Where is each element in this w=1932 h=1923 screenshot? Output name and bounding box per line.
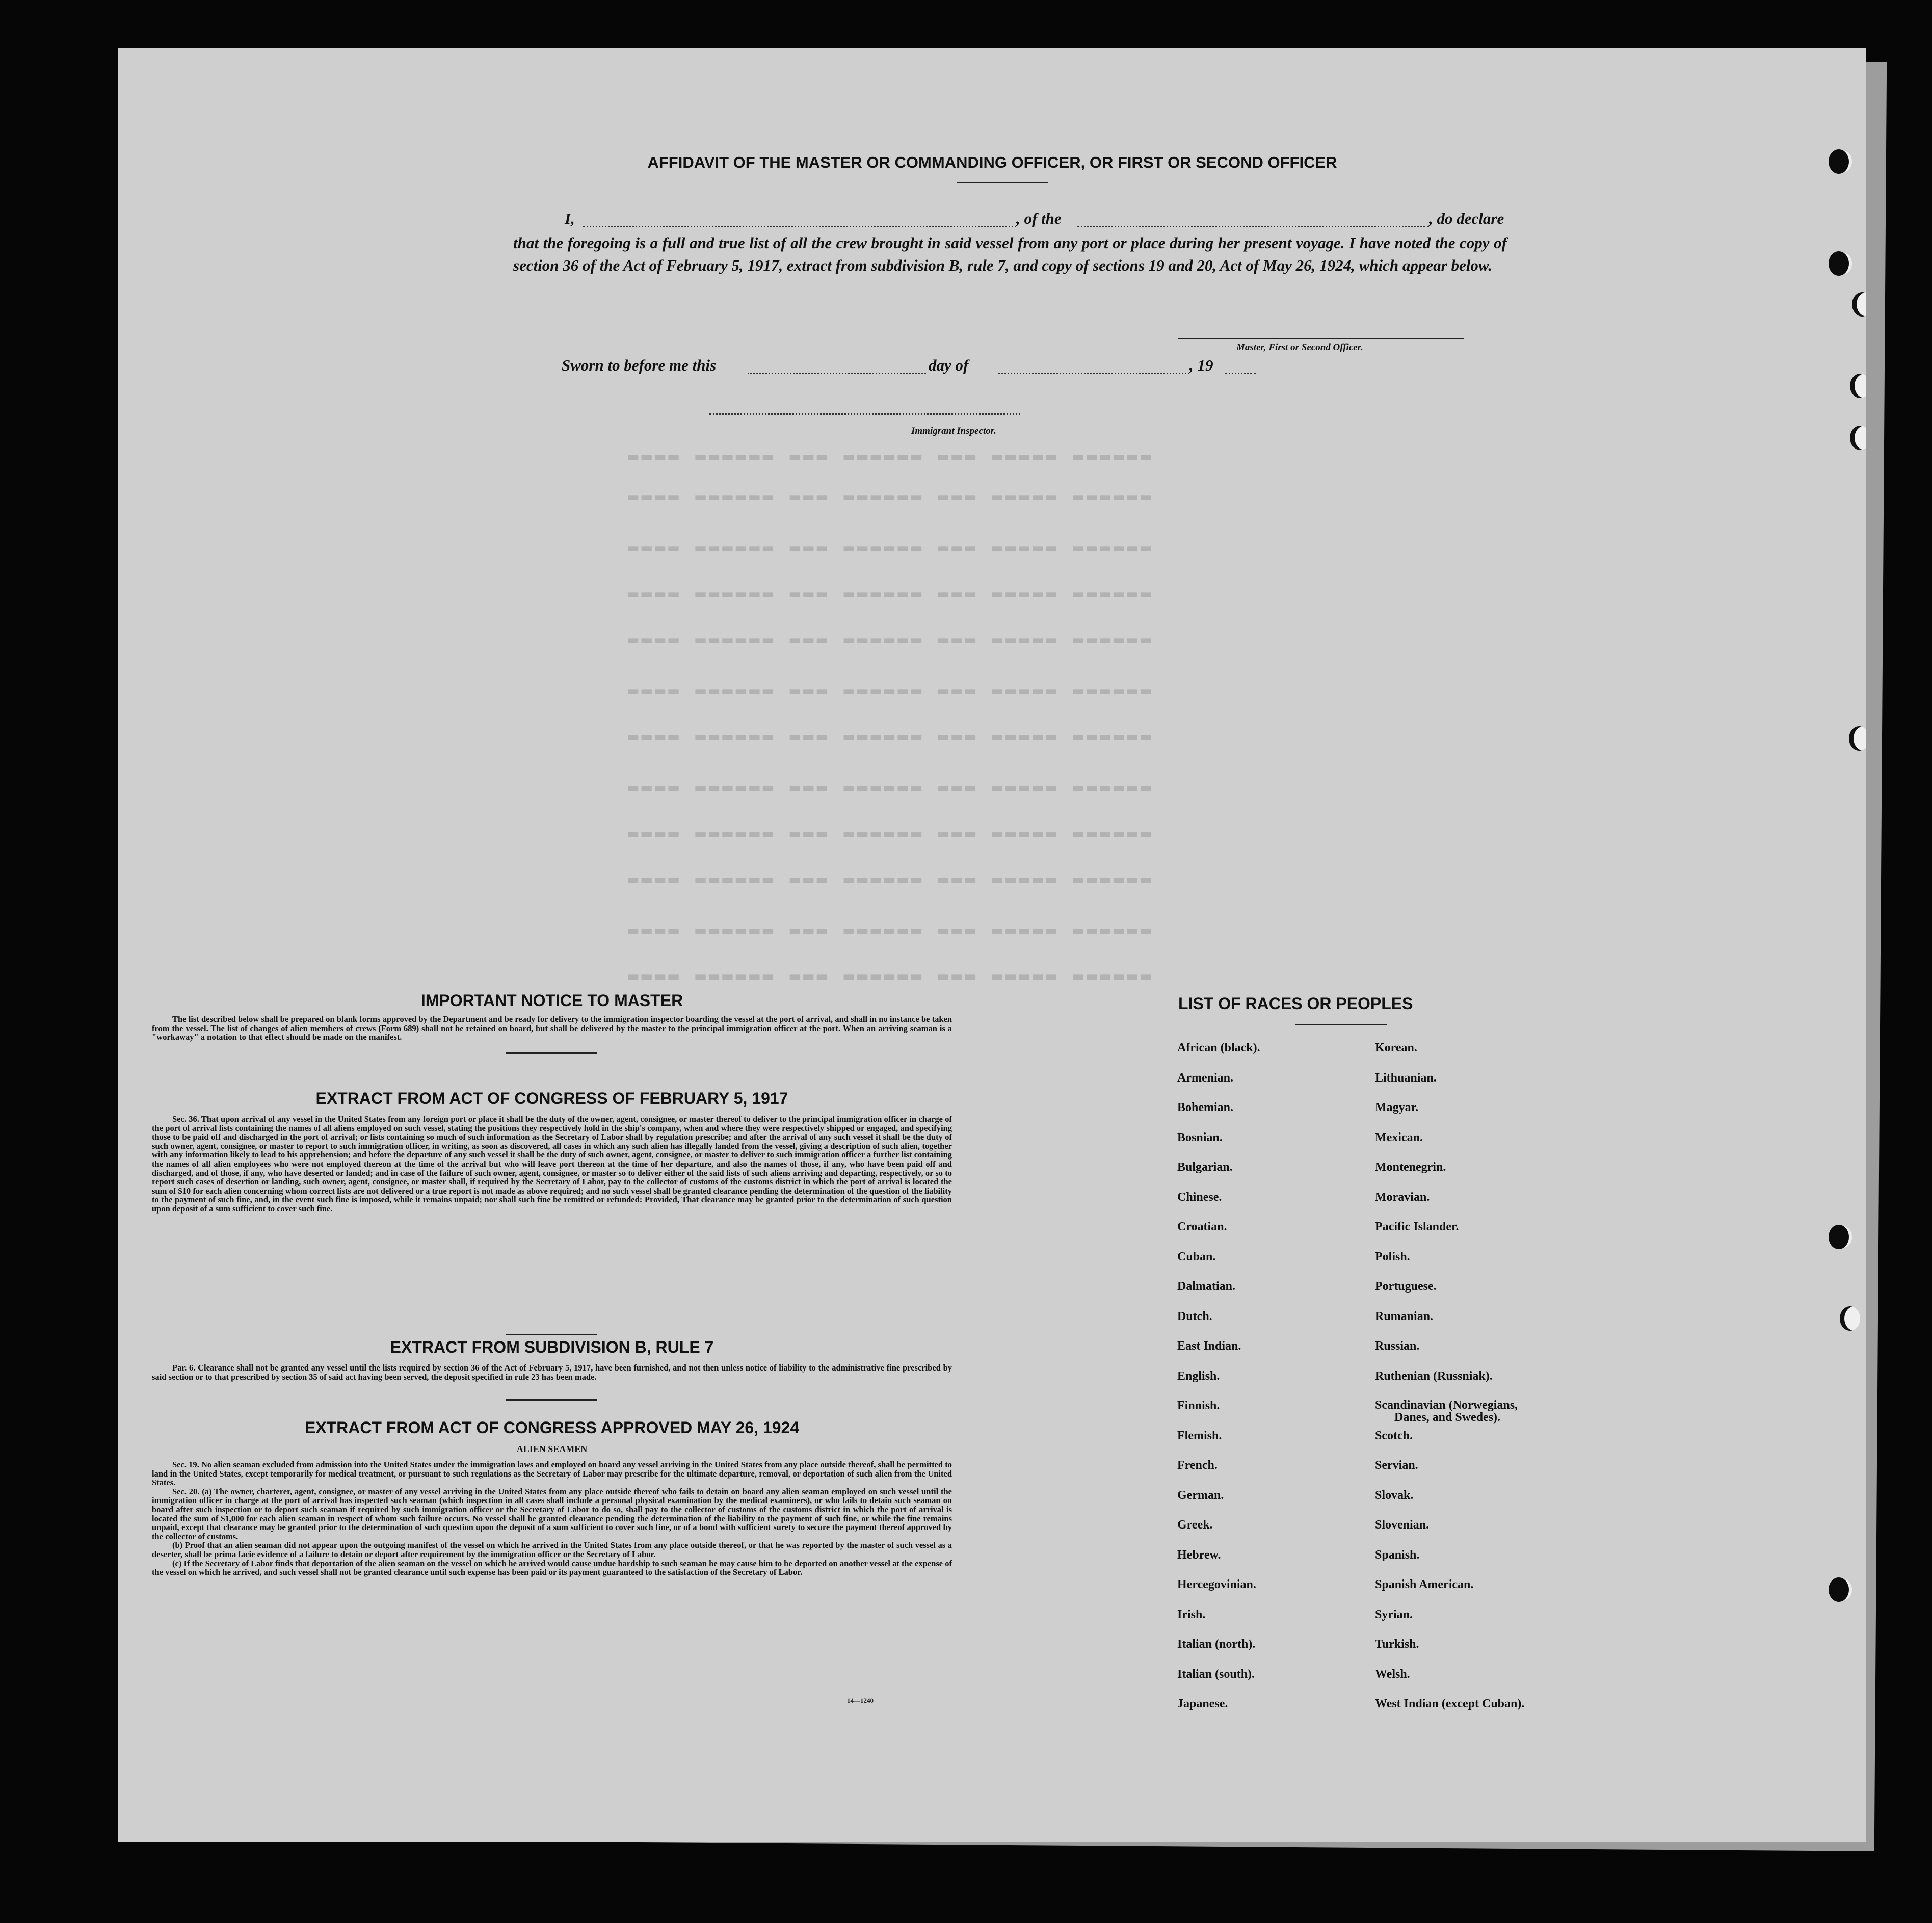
race-line-2: Danes, and Swedes). (1394, 1411, 1501, 1424)
extract-1924-title: EXTRACT FROM ACT OF CONGRESS APPROVED MAY 26, 1924 (304, 1418, 800, 1437)
binder-hole (1829, 1225, 1849, 1249)
race-item: Dutch. (1177, 1309, 1212, 1323)
race-item: Japanese. (1177, 1697, 1228, 1710)
form-number: 14—1240 (847, 1697, 874, 1704)
sec19-text: Sec. 19. No alien seaman excluded from admission into the United States under the immigration laws and employed on board any vessel arriving in the United States from any place outside thereof, shall be permitted to land in the United States, except temporarily for medical treatment, or pursuant to such regulations as the Secretary of Labor may prescribe for the ultimate departure, removal, or deportation of such alien from the United States. (152, 1460, 952, 1488)
race-item: Ruthenian (Russniak). (1375, 1369, 1493, 1383)
race-item: African (black). (1177, 1041, 1260, 1055)
race-item: Bulgarian. (1177, 1161, 1233, 1174)
race-item: Turkish. (1375, 1638, 1419, 1651)
race-item: Rumanian. (1375, 1309, 1434, 1323)
vessel-blank (1077, 226, 1429, 227)
notice-title: IMPORTANT NOTICE TO MASTER (420, 991, 683, 1010)
race-item: Scotch. (1375, 1429, 1413, 1442)
affidavit-of-the: , of the (1016, 209, 1062, 227)
race-item: French. (1177, 1459, 1218, 1472)
bleed-through-texture: ▬▬▬▬ ▬▬▬▬▬▬ ▬▬▬ ▬▬▬▬▬▬ ▬▬▬ ▬▬▬▬▬ ▬▬▬▬▬▬ (628, 629, 1154, 650)
extract-1924-body (152, 1460, 952, 1577)
binder-hole (1852, 292, 1866, 317)
bleed-through-texture: ▬▬▬▬ ▬▬▬▬▬▬ ▬▬▬ ▬▬▬▬▬▬ ▬▬▬ ▬▬▬▬▬ ▬▬▬▬▬▬ (628, 823, 1154, 844)
binder-hole (1829, 1577, 1849, 1602)
bleed-through-texture: ▬▬▬▬ ▬▬▬▬▬▬ ▬▬▬ ▬▬▬▬▬▬ ▬▬▬ ▬▬▬▬▬ ▬▬▬▬▬▬ (628, 584, 1154, 604)
bleed-through-texture: ▬▬▬▬ ▬▬▬▬▬▬ ▬▬▬ ▬▬▬▬▬▬ ▬▬▬ ▬▬▬▬▬ ▬▬▬▬▬▬ (628, 680, 1154, 701)
day-of-label: day of (929, 356, 969, 374)
affidavit-title: AFFIDAVIT OF THE MASTER OR COMMANDING OFFICER, OR FIRST OR SECOND OFFICER (647, 153, 1337, 171)
divider (506, 1052, 597, 1054)
race-item: East Indian. (1177, 1339, 1241, 1353)
race-item: Polish. (1375, 1250, 1410, 1263)
bleed-through-texture: ▬▬▬▬ ▬▬▬▬▬▬ ▬▬▬ ▬▬▬▬▬▬ ▬▬▬ ▬▬▬▬▬ ▬▬▬▬▬▬ (628, 920, 1154, 940)
divider (1295, 1024, 1387, 1025)
divider (957, 182, 1048, 183)
sec20b-text: (b) Proof that an alien seaman did not appear upon the outgoing manifest of the vessel on which he arrived in the United States from any place outside thereof, or that he was reported by the master of such vessel as a deserter, shall be prima facie evidence of a failure to detain or deport after requirement by the immigration officer or the Secretary of Labor. (152, 1540, 952, 1559)
race-item: Flemish. (1177, 1429, 1222, 1442)
race-item: Magyar. (1375, 1101, 1419, 1114)
name-blank (583, 226, 1016, 227)
race-item: Armenian. (1177, 1071, 1233, 1085)
race-item: Bohemian. (1177, 1101, 1234, 1114)
bleed-through-texture: ▬▬▬▬ ▬▬▬▬▬▬ ▬▬▬ ▬▬▬▬▬▬ ▬▬▬ ▬▬▬▬▬ ▬▬▬▬▬▬ (628, 869, 1154, 889)
race-line-1: Scandinavian (Norwegians, (1375, 1399, 1518, 1412)
race-item: Servian. (1375, 1459, 1418, 1472)
year-label: , 19 (1189, 356, 1213, 374)
rule7-body: Par. 6. Clearance shall not be granted any vessel until the lists required by section 36 of the Act of February 5, 1917, have been furnished, and not then unless notice of liability to the administrative fine prescribed by said section or to that prescribed by section 35 of said act having been served, the deposit specified in rule 23 has been made. (152, 1363, 952, 1382)
bleed-through-texture: ▬▬▬▬ ▬▬▬▬▬▬ ▬▬▬ ▬▬▬▬▬▬ ▬▬▬ ▬▬▬▬▬ ▬▬▬▬▬▬ (628, 966, 1154, 986)
inspector-signature-line (709, 413, 1020, 415)
race-item: Pacific Islander. (1375, 1220, 1459, 1233)
races-right-column (1375, 1041, 1524, 1727)
bleed-through-texture: ▬▬▬▬ ▬▬▬▬▬▬ ▬▬▬ ▬▬▬▬▬▬ ▬▬▬ ▬▬▬▬▬ ▬▬▬▬▬▬ (628, 487, 1154, 507)
bleed-through-texture: ▬▬▬▬ ▬▬▬▬▬▬ ▬▬▬ ▬▬▬▬▬▬ ▬▬▬ ▬▬▬▬▬ ▬▬▬▬▬▬ (628, 726, 1154, 747)
bleed-through-texture: ▬▬▬▬ ▬▬▬▬▬▬ ▬▬▬ ▬▬▬▬▬▬ ▬▬▬ ▬▬▬▬▬ ▬▬▬▬▬▬ (628, 446, 1154, 466)
race-item: Hebrew. (1177, 1548, 1221, 1562)
race-item: Russian. (1375, 1339, 1420, 1353)
bleed-through-texture: ▬▬▬▬ ▬▬▬▬▬▬ ▬▬▬ ▬▬▬▬▬▬ ▬▬▬ ▬▬▬▬▬ ▬▬▬▬▬▬ (628, 538, 1154, 558)
sworn-year-blank (1225, 373, 1256, 374)
notice-body: The list described below shall be prepared on blank forms approved by the Department and be ready for delivery to the immigration inspector boarding the vessel at the port of arrival, and shall in no instance be taken from the vessel. The list of changes of alien members of crews (Form 689) shall not be retained on board, but shall be delivered by the master to the principal immigration officer at the port. When an arriving seaman is a "workaway" a notation to that effect should be made on the manifest. (152, 1014, 952, 1042)
race-item: Syrian. (1375, 1608, 1413, 1621)
master-label: Master, First or Second Officer. (1236, 342, 1363, 353)
sworn-day-blank (748, 373, 926, 374)
extract-1917-title: EXTRACT FROM ACT OF CONGRESS OF FEBRUARY 5, 1917 (315, 1089, 788, 1108)
race-item: Bosnian. (1177, 1130, 1223, 1144)
race-item: German. (1177, 1488, 1224, 1502)
race-item: Dalmatian. (1177, 1280, 1235, 1293)
binder-hole (1850, 426, 1866, 450)
race-item: Spanish American. (1375, 1578, 1474, 1591)
alien-seamen-subtitle: ALIEN SEAMEN (516, 1444, 588, 1454)
binder-hole (1829, 251, 1849, 276)
inspector-label: Immigrant Inspector. (911, 426, 996, 436)
divider (506, 1334, 597, 1335)
race-item-two-line (1375, 1399, 1524, 1429)
bleed-through-texture: ▬▬▬▬ ▬▬▬▬▬▬ ▬▬▬ ▬▬▬▬▬▬ ▬▬▬ ▬▬▬▬▬ ▬▬▬▬▬▬ (628, 777, 1154, 798)
race-item: Greek. (1177, 1518, 1213, 1532)
race-item: Moravian. (1375, 1190, 1430, 1204)
races-title: LIST OF RACES OR PEOPLES (1178, 994, 1413, 1013)
race-item: West Indian (except Cuban). (1375, 1697, 1525, 1710)
sec20c-text: (c) If the Secretary of Labor finds that deportation of the alien seaman on the vessel on which he arrived would cause undue hardship to such seaman he may cause him to be deported on another vessel at the expense of the vessel on which he arrived, and such vessel shall not be granted clearance until such expense has been paid or its payment guaranteed to the satisfaction of the Secretary of Labor. (152, 1558, 952, 1577)
signature-line (1178, 338, 1464, 339)
race-item: Korean. (1375, 1041, 1417, 1055)
race-item: Chinese. (1177, 1190, 1222, 1204)
race-item: Slovenian. (1375, 1518, 1430, 1532)
affidavit-i: I, (565, 209, 575, 227)
sworn-label: Sworn to before me this (562, 356, 717, 374)
sec20a-text: Sec. 20. (a) The owner, charterer, agent, consignee, or master of any vessel arriving in the United States from any place outside thereof who fails to detain on board any alien seaman employed on such vessel until the immigration officer in charge at the port of arrival has inspected such seaman (which inspection in all cases shall include a personal physical examination by the medical examiners), or who fails to detain such seaman on board after such inspection or to deport such seaman if required by such immigration officer or the Secretary of Labor to do so, shall pay to the collector of customs of the customs district in which the port of arrival is located the sum of $1,000 for each alien seaman in respect of whom such failure occurs. No vessel shall be granted clearance pending the determination of the liability to the payment of such fine, or while the fine remains unpaid, except that clearance may be granted prior to the determination of such question upon the deposit of a sum sufficient to cover such fine, or of a bond with sufficient surety to secure the payment thereof approved by the collector of customs. (152, 1486, 952, 1541)
race-item: Finnish. (1177, 1399, 1220, 1412)
divider (506, 1399, 597, 1401)
affidavit-body: that the foregoing is a full and true list of all the crew brought in said vessel from any port or place during her present voyage. I have noted the copy of section 36 of the Act of February 5, 1917, extract from subdivision B, rule 7, and copy of sections 19 and 20, Act of May 26, 1924, which appear below. (513, 234, 1507, 274)
race-item: Lithuanian. (1375, 1071, 1437, 1085)
race-item: Italian (south). (1177, 1667, 1255, 1681)
affidavit-declare: , do declare (1429, 209, 1504, 227)
extract-1917-body: Sec. 36. That upon arrival of any vessel in the United States from any foreign port or place it shall be the duty of the owner, agent, consignee, or master thereof to deliver to the principal immigration officer in charge of the port of arrival lists containing the names of all aliens employed on such vessel, stating the positions they respectively hold in the ship's company, when and where they were respectively shipped or engaged, and specifying those to be paid off and discharged in the port of arrival; or lists containing so much of such information as the Secretary of Labor shall by regulation prescribe; and after the arrival of any such vessel it shall be the duty of such owner, agent, consignee, or master to report to such immigration officer, in writing, as soon as discovered, all cases in which any such alien has illegally landed from the vessel, giving a description of such alien, together with any information likely to lead to his apprehension; and before the departure of any such vessel it shall be the duty of such owner, agent, consignee, or master to deliver to such immigration officer a further list containing the names of all alien employees who were not employed thereon at the time of the arrival but who will leave port thereon at the time of her departure, and also the names of those, if any, who have been paid off and discharged, and of those, if any, who have deserted or landed; and in case of the failure of such owner, agent, consignee, or master so to deliver either of the said lists of such aliens arriving and departing, respectively, or so to report such cases of desertion or landing, such owner, agent, consignee, or master shall, if required by the Secretary of Labor, pay to the collector of customs of the customs district in which the port of arrival is located the sum of $10 for each alien concerning whom correct lists are not delivered or a true report is not made as above required; and no such vessel shall be granted clearance pending the determination of the question of the liability to the payment of such fine, and, in the event such fine is imposed, while it remains unpaid; nor shall such fine be remitted or refunded: Provided, That clearance may be granted prior to the determination of such question upon deposit of a sum sufficient to cover such fine. (152, 1114, 952, 1214)
race-item: Italian (north). (1177, 1638, 1256, 1651)
races-left-column (1177, 1041, 1260, 1727)
race-item: Hercegovinian. (1177, 1578, 1256, 1591)
race-item: Croatian. (1177, 1220, 1227, 1233)
binder-hole (1840, 1306, 1860, 1331)
race-item: Montenegrin. (1375, 1161, 1446, 1174)
race-item: Irish. (1177, 1608, 1206, 1621)
race-item: Portuguese. (1375, 1280, 1437, 1293)
race-item: Spanish. (1375, 1548, 1420, 1562)
race-item: Mexican. (1375, 1130, 1423, 1144)
rule7-title: EXTRACT FROM SUBDIVISION B, RULE 7 (390, 1338, 714, 1356)
race-item: Welsh. (1375, 1667, 1410, 1681)
sworn-month-blank (998, 373, 1189, 374)
race-item: Slovak. (1375, 1488, 1414, 1502)
form-page (118, 48, 1866, 1842)
race-item: Cuban. (1177, 1250, 1216, 1263)
binder-hole (1849, 726, 1866, 751)
race-item: English. (1177, 1369, 1220, 1383)
binder-hole (1850, 374, 1866, 398)
